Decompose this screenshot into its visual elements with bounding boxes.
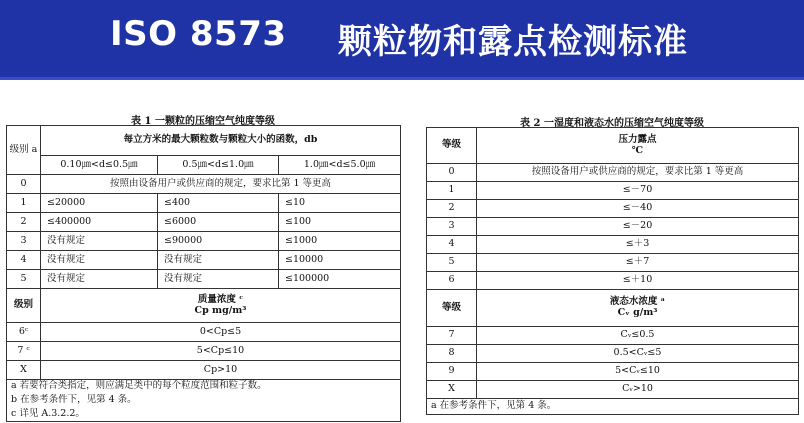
table-row (427, 381, 799, 399)
table1-size-header: 0.5㎛<d≤1.0㎛ (158, 156, 279, 175)
table1-cell: ≤1000 (279, 232, 401, 251)
table1-grade: 0 (7, 175, 41, 194)
table1-cell: 没有规定 (41, 251, 158, 270)
table2-grade: 9 (427, 363, 477, 381)
table2-grade: 4 (427, 236, 477, 254)
table-row (427, 345, 799, 363)
table2-water-grade-header: 等级 (427, 290, 477, 327)
table-row (427, 182, 799, 200)
table1-row0-text: 按照由设备用户或供应商的规定，要求比第 1 等更高 (41, 175, 401, 194)
table1-grade: 4 (7, 251, 41, 270)
water-header-line1: 液态水浓度 ᵃ (609, 296, 666, 308)
table1-cell: ≤20000 (41, 194, 158, 213)
table-row (7, 213, 401, 232)
banner-title: 颗粒物和露点检测标准 (338, 22, 688, 62)
mass-header-line1: 质量浓度 ᶜ (197, 293, 244, 305)
table1-note: c 详见 A.3.2.2。 (7, 408, 401, 422)
table2-caption: 表 2 一湿度和液态水的压缩空气纯度等级 (520, 118, 704, 129)
table1-grade-header: 级别 a (7, 126, 41, 175)
table2-grade: 0 (427, 164, 477, 182)
table2-dew-value: ≤＋10 (477, 272, 799, 290)
table1-size-header: 0.10㎛<d≤0.5㎛ (41, 156, 158, 175)
table2-dew-value: ≤＋7 (477, 254, 799, 272)
table1-mass-header (41, 289, 401, 323)
table-row (427, 272, 799, 290)
table2-grade: 8 (427, 345, 477, 363)
table2-water-value: Cᵥ>10 (477, 381, 799, 399)
table2-note: a 在参考条件下，见第 4 条。 (427, 399, 799, 415)
table1-cell: 没有规定 (41, 232, 158, 251)
table1-grade: 3 (7, 232, 41, 251)
table1-cell: ≤10 (279, 194, 401, 213)
table1-cell: ≤90000 (158, 232, 279, 251)
table1-group-header: 每立方米的最大颗粒数与颗粒大小的函数，db (41, 126, 401, 156)
dew-header-line1: 压力露点 (618, 133, 657, 145)
table-row (7, 251, 401, 270)
table1-mass-grade-header: 级别 (7, 289, 41, 323)
table-row (7, 361, 401, 380)
table1-grade: 5 (7, 270, 41, 289)
table-row (427, 327, 799, 345)
table1-cell: 没有规定 (158, 270, 279, 289)
standard-code: ISO 8573 (110, 14, 287, 54)
table-row (427, 218, 799, 236)
table-row (7, 323, 401, 342)
table2 (426, 127, 799, 415)
table2-dew-value: ≤－70 (477, 182, 799, 200)
table2-water-value: 0.5<Cᵥ≤5 (477, 345, 799, 363)
table1-note: b 在参考条件下，见第 4 条。 (7, 394, 401, 408)
table2-water-header (477, 290, 799, 327)
table2-dew-header (477, 128, 799, 164)
table1-cell: ≤400000 (41, 213, 158, 232)
table1-grade: 1 (7, 194, 41, 213)
table2-grade: X (427, 381, 477, 399)
table1-grade: 2 (7, 213, 41, 232)
table1-cell: 没有规定 (158, 251, 279, 270)
table2-grade: 3 (427, 218, 477, 236)
table-row (427, 254, 799, 272)
table1-cell: ≤10000 (279, 251, 401, 270)
mass-header-line2: Cp mg/m³ (194, 304, 247, 316)
table2-dew-value: ≤－20 (477, 218, 799, 236)
table-row (7, 270, 401, 289)
table2-dew-value: ≤＋3 (477, 236, 799, 254)
table-row (427, 236, 799, 254)
table-row (427, 200, 799, 218)
table-row (7, 342, 401, 361)
table1-cell: ≤100 (279, 213, 401, 232)
table1 (6, 125, 401, 422)
table1-cell: ≤6000 (158, 213, 279, 232)
table-row (427, 363, 799, 381)
table2-row0-text: 按照设备用户或供应商的规定，要求比第 1 等更高 (477, 164, 799, 182)
table-row (7, 194, 401, 213)
table2-grade: 2 (427, 200, 477, 218)
table1-cell: ≤400 (158, 194, 279, 213)
table2-grade: 7 (427, 327, 477, 345)
water-header-line2: Cᵥ g/m³ (617, 307, 658, 318)
title-banner (0, 0, 804, 80)
table2-water-value: 5<Cᵥ≤10 (477, 363, 799, 381)
table1-note: a 若要符合类指定，则应满足类中的每个粒度范围和粒子数。 (7, 380, 401, 394)
table2-grade: 1 (427, 182, 477, 200)
table1-mass-value: Cp>10 (41, 361, 401, 380)
table1-grade: X (7, 361, 41, 380)
table1-cell: 没有规定 (41, 270, 158, 289)
table1-size-header: 1.0㎛<d≤5.0㎛ (279, 156, 401, 175)
table1-cell: ≤100000 (279, 270, 401, 289)
table1-grade: 6ᶜ (7, 323, 41, 342)
table2-grade-header: 等级 (427, 128, 477, 164)
table1-caption: 表 1 一颗粒的压缩空气纯度等级 (131, 116, 275, 127)
table2-dew-value: ≤－40 (477, 200, 799, 218)
table1-mass-value: 0<Cp≤5 (41, 323, 401, 342)
table1-mass-value: 5<Cp≤10 (41, 342, 401, 361)
table2-grade: 5 (427, 254, 477, 272)
table-row (7, 232, 401, 251)
table1-grade: 7 ᶜ (7, 342, 41, 361)
table2-grade: 6 (427, 272, 477, 290)
dew-header-line2: ℃ (631, 144, 644, 156)
table2-water-value: Cᵥ≤0.5 (477, 327, 799, 345)
